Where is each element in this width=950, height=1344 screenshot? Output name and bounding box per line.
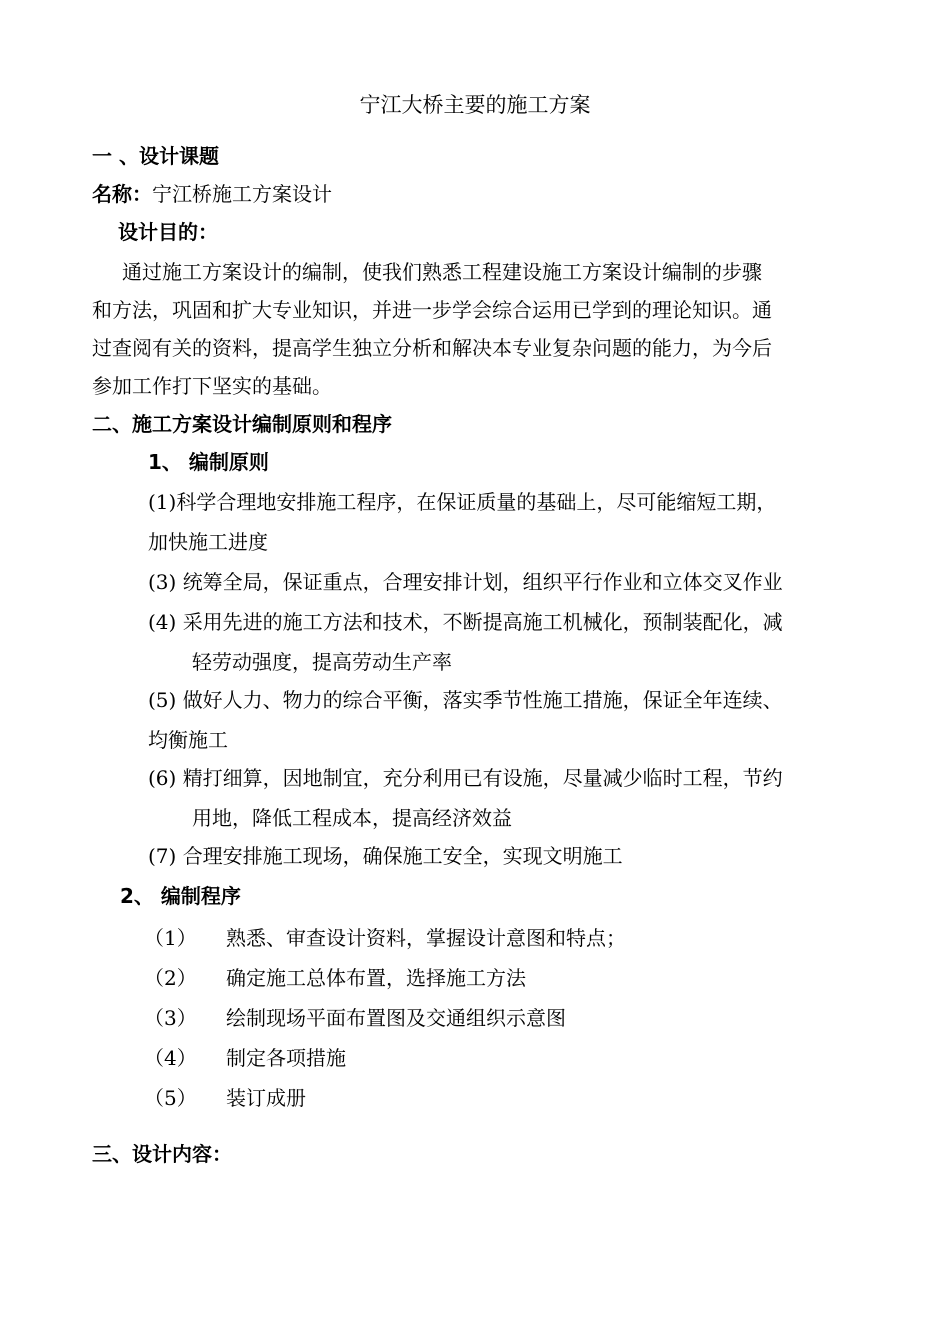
purpose-label: 设计目的： (118, 220, 218, 244)
name-value: 宁江桥施工方案设计 (152, 182, 332, 206)
principle-line: 均衡施工 (148, 728, 228, 752)
step-text: 制定各项措施 (226, 1046, 346, 1070)
principle-line: 加快施工进度 (148, 530, 268, 554)
procedure-heading: 2、 编制程序 (120, 884, 241, 908)
step-number: （3） (144, 1006, 197, 1030)
purpose-line-4: 参加工作打下坚实的基础。 (92, 374, 332, 398)
name-label: 名称： (92, 182, 152, 206)
principle-line: (6) 精打细算，因地制宜，充分利用已有设施，尽量减少临时工程，节约 (148, 766, 783, 790)
step-number: （5） (144, 1086, 197, 1110)
principle-line: (1)科学合理地安排施工程序，在保证质量的基础上，尽可能缩短工期， (148, 490, 777, 514)
principle-line: (3) 统筹全局，保证重点，合理安排计划，组织平行作业和立体交叉作业 (148, 570, 783, 594)
step-text: 装订成册 (226, 1086, 306, 1110)
section1-heading: 一 、设计课题 (92, 144, 219, 168)
purpose-line-1: 通过施工方案设计的编制，使我们熟悉工程建设施工方案设计编制的步骤 (122, 260, 762, 284)
purpose-line-2: 和方法，巩固和扩大专业知识，并进一步学会综合运用已学到的理论知识。通 (92, 298, 772, 322)
step-number: （2） (144, 966, 197, 990)
principle-line: (5) 做好人力、物力的综合平衡，落实季节性施工措施，保证全年连续、 (148, 688, 783, 712)
section3-heading: 三、设计内容： (92, 1142, 232, 1166)
step-text: 绘制现场平面布置图及交通组织示意图 (226, 1006, 566, 1030)
step-number: （4） (144, 1046, 197, 1070)
principle-line: (7) 合理安排施工现场，确保施工安全，实现文明施工 (148, 844, 623, 868)
principle-line: 轻劳动强度，提高劳动生产率 (192, 650, 452, 674)
principle-line: (4) 采用先进的施工方法和技术，不断提高施工机械化，预制装配化，减 (148, 610, 783, 634)
principle-line: 用地，降低工程成本，提高经济效益 (192, 806, 512, 830)
section2-heading: 二、施工方案设计编制原则和程序 (92, 412, 392, 436)
purpose-line-3: 过查阅有关的资料，提高学生独立分析和解决本专业复杂问题的能力，为今后 (92, 336, 772, 360)
name-line (92, 180, 332, 208)
step-text: 熟悉、审查设计资料，掌握设计意图和特点； (226, 926, 626, 950)
step-number: （1） (144, 926, 197, 950)
document-title: 宁江大桥主要的施工方案 (359, 93, 591, 117)
step-text: 确定施工总体布置，选择施工方法 (226, 966, 526, 990)
principles-heading: 1、 编制原则 (148, 450, 269, 474)
